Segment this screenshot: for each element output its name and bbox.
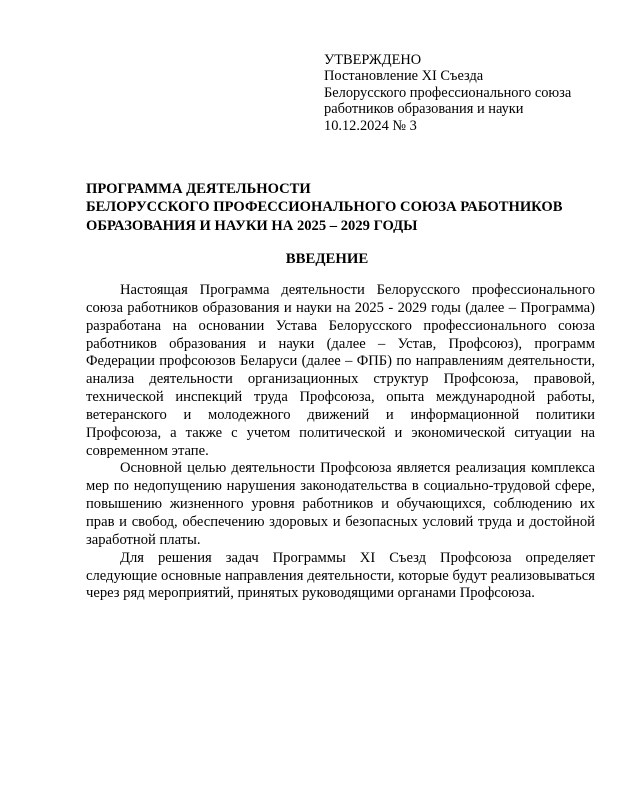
title-line-3: ОБРАЗОВАНИЯ И НАУКИ НА 2025 – 2029 ГОДЫ (86, 217, 418, 234)
approval-stamp (324, 52, 594, 134)
title-line-1: ПРОГРАММА ДЕЯТЕЛЬНОСТИ (86, 181, 311, 197)
paragraph-main-goal: Основной целью деятельности Профсоюза является реализация комплекса мер по недопущению нарушения законодательства в социально-трудовой сфере, повышению жизненного уровня работников и обучающихся, соблюдению их прав и свобод, обеспечению здоровых и безопасных условий труда и достойной заработной платы. (86, 460, 595, 548)
paragraph-introduction: Настоящая Программа деятельности Белорусского профессионального союза работников образования и науки на 2025 - 2029 годы (далее – Программа) разработана на основании Устава Белорусского профессионального союза работников образования и науки (далее – Устав, Профсоюз), программ Федерации профсоюзов Беларуси (далее – ФПБ) по направлениям деятельности, анализа деятельности организационных структур Профсоюза, правовой, технической инспекций труда Профсоюза, опыта международной работы, ветеранского и молодежного движений и информационной политики Профсоюза, а также с учетом политической и экономической ситуации на современном этапе. (86, 282, 595, 459)
section-heading: ВВЕДЕНИЕ (285, 251, 369, 267)
paragraph-directions: Для решения задач Программы XI Съезд Профсоюза определяет следующие основные направления деятельности, которые будут реализовываться через ряд мероприятий, принятых руководящими органами Профсоюза. (86, 549, 595, 602)
document-body (86, 282, 595, 603)
approval-status: УТВЕРЖДЕНО (324, 52, 422, 68)
approval-organization-line2: работников образования и науки (324, 101, 524, 118)
approval-resolution: Постановление XI Съезда (324, 68, 484, 85)
title-line-2: БЕЛОРУССКОГО ПРОФЕССИОНАЛЬНОГО СОЮЗА РАБОТНИКОВ (86, 199, 563, 216)
document-title (86, 180, 606, 235)
approval-organization-line1: Белорусского профессионального союза (324, 84, 572, 101)
approval-date-number: 10.12.2024 № 3 (324, 117, 417, 134)
